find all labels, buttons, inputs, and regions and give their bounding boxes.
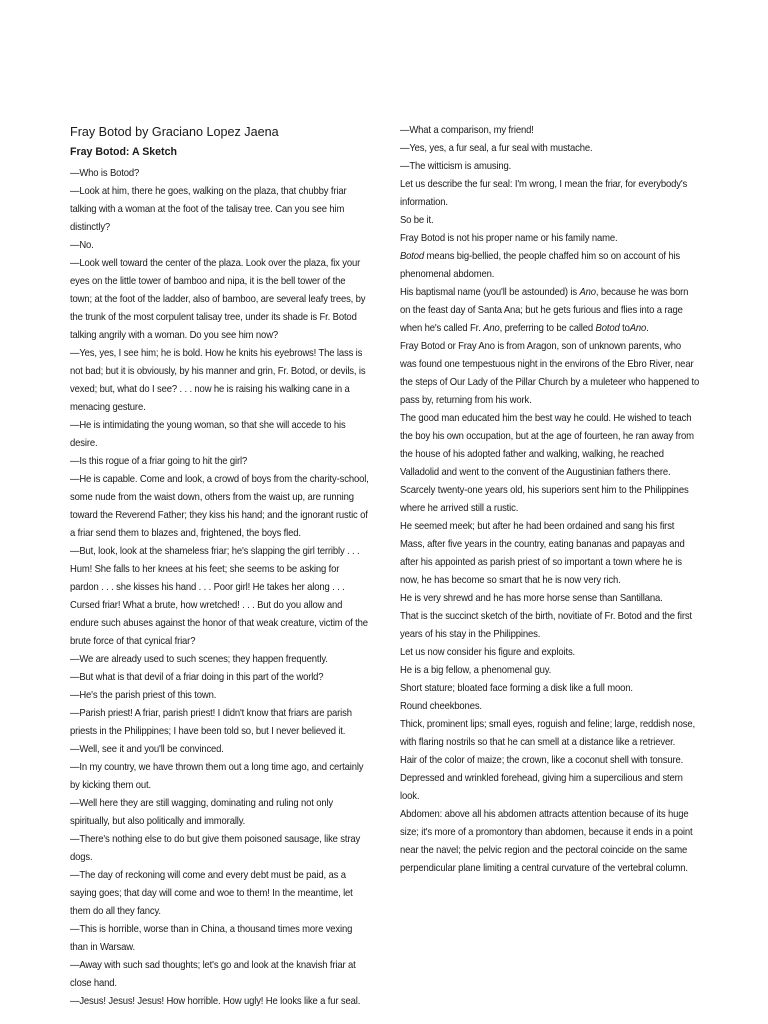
dialogue-line: —In my country, we have thrown them out a long time ago, and certainly by kicking them out. (70, 762, 364, 791)
paragraph: Depressed and wrinkled forehead, giving him a supercilious and stern look. (400, 773, 683, 802)
paragraph: Fray Botod or Fray Ano is from Aragon, son of unknown parents, who was found one tempestuous night in the environs of the Ebro River, near the steps of Our Lady of the Pillar Church by a muleteer who happened to pass by, returning from his work. (400, 341, 700, 406)
paragraph: Round cheekbones. (400, 701, 482, 712)
dialogue-line: —He is intimidating the young woman, so that she will accede to his desire. (70, 420, 346, 449)
dialogue-line: —Jesus! Jesus! Jesus! How horrible. How ugly! He looks like a fur seal. (70, 996, 361, 1007)
text-run: means big-bellied, the people chaffed him so on account of his phenomenal abdomen. (400, 251, 681, 280)
paragraph: So be it. (400, 215, 434, 226)
dialogue-line: —He is capable. Come and look, a crowd of boys from the charity-school, some nude from the waist down, others from the waist up, are running toward the Reverend Father; they kiss his hand; and the ignorant rustic of a friar send them to blazes and, frightened, the boys fled. (70, 474, 369, 539)
paragraph (400, 248, 699, 284)
paragraph: —Yes, yes, a fur seal, a fur seal with mustache. (400, 143, 593, 154)
italic-term: Botod (595, 323, 620, 334)
paragraph: Scarcely twenty-one years old, his superiors sent him to the Philippines where he arrived still a rustic. (400, 485, 689, 514)
paragraph: Thick, prominent lips; small eyes, roguish and feline; large, reddish nose, with flaring nostrils so that he can smell at a distance like a retriever. (400, 719, 695, 748)
dialogue-line: —Away with such sad thoughts; let's go and look at the knavish friar at close hand. (70, 960, 356, 989)
paragraph: The good man educated him the best way he could. He wished to teach the boy his own occupation, but at the age of fourteen, he ran away from the house of his adopted father and walking, walking, he reached Valladolid and went to the convent of the Augustinian fathers there. (400, 413, 694, 478)
dialogue-line: —Well here they are still wagging, dominating and ruling not only spiritually, but also politically and immorally. (70, 798, 334, 827)
dialogue-line: —Yes, yes, I see him; he is bold. How he knits his eyebrows! The lass is not bad; but it is obviously, by his manner and grin, Fr. Botod, or devils, is vexed; but, what do I see? . . . now he is raising his walking cane in a menacing gesture. (70, 348, 366, 413)
paragraph: He is a big fellow, a phenomenal guy. (400, 665, 552, 676)
paragraph: Let us now consider his figure and exploits. (400, 647, 576, 658)
left-column (70, 122, 370, 1011)
italic-term: Botod (400, 251, 425, 262)
document-subtitle: Fray Botod: A Sketch (70, 146, 177, 158)
dialogue-line: —The day of reckoning will come and every debt must be paid, as a saying goes; that day will come and woe to them! In the meantime, let them do all they fancy. (70, 870, 353, 917)
dialogue-line: —No. (70, 240, 94, 251)
italic-term: Ano (579, 287, 596, 298)
dialogue-line: —There's nothing else to do but give them poisoned sausage, like stray dogs. (70, 834, 361, 863)
dialogue-line: —But, look, look at the shameless friar; he's slapping the girl terribly . . . Hum! She falls to her knees at his feet; she seems to be asking for pardon . . . she kisses his hand . . . Poor girl! He takes her along . . . Cursed friar! What a brute, how wretched! . . . But do you allow and endure such abuses against the honor of that weak creature, victim of the brute force of that cynical friar? (70, 546, 368, 647)
dialogue-line: —Parish priest! A friar, parish priest! I didn't know that friars are parish priests in the Philippines; I have been told so, but I never believed it. (70, 708, 352, 737)
text-run: , because he was born on the feast day of Santa Ana; but he gets furious and flies into a rage when he's called Fr. (400, 287, 689, 334)
right-column (400, 122, 700, 878)
text-run: . (646, 323, 649, 334)
document-title: Fray Botod by Graciano Lopez Jaena (70, 125, 279, 139)
paragraph: —The witticism is amusing. (400, 161, 512, 172)
paragraph: Abdomen: above all his abdomen attracts attention because of its huge size; it's more of a promontory than abdomen, because it ends in a point near the navel; the pelvic region and the pectoral coincide on the same perpendicular plane limiting a central curvature of the vertebral column. (400, 809, 693, 874)
dialogue-line: —Look at him, there he goes, walking on the plaza, that chubby friar talking with a woman at the foot of the talisay tree. Can you see him distinctly? (70, 186, 347, 233)
italic-term: Ano (629, 323, 647, 334)
paragraph: —What a comparison, my friend! (400, 125, 534, 136)
dialogue-line: —Look well toward the center of the plaza. Look over the plaza, fix your eyes on the little tower of bamboo and nipa, it is the bell tower of the town; at the foot of the ladder, also of bamboo, are several leafy trees, by the trunk of the most corpulent talisay tree, under its shade is Fr. Botod talking angrily with a woman. Do you see him now? (70, 258, 366, 341)
paragraph: That is the succinct sketch of the birth, novitiate of Fr. Botod and the first years of his stay in the Philippines. (400, 611, 692, 640)
dialogue-line: —This is horrible, worse than in China, a thousand times more vexing than in Warsaw. (70, 924, 353, 953)
dialogue-line: —We are already used to such scenes; they happen frequently. (70, 654, 328, 665)
dialogue-line: —But what is that devil of a friar doing in this part of the world? (70, 672, 324, 683)
dialogue-line: —Is this rogue of a friar going to hit the girl? (70, 456, 248, 467)
paragraph: Let us describe the fur seal: I'm wrong, I mean the friar, for everybody's information. (400, 179, 688, 208)
italic-term: Ano (483, 323, 500, 334)
paragraph: Short stature; bloated face forming a disk like a full moon. (400, 683, 633, 694)
text-run: , preferring to be called (499, 323, 596, 334)
dialogue-line: —Well, see it and you'll be convinced. (70, 744, 224, 755)
paragraph: He seemed meek; but after he had been ordained and sang his first Mass, after five years in the country, eating bananas and papayas and after his appointed as parish priest of so important a town where he is now, he has become so smart that he is now very rich. (400, 521, 685, 586)
text-run: to (619, 323, 630, 334)
dialogue-line: —Who is Botod? (70, 168, 140, 179)
paragraph (400, 284, 699, 338)
paragraph: Hair of the color of maize; the crown, like a coconut shell with tonsure. (400, 755, 684, 766)
paragraph: Fray Botod is not his proper name or his family name. (400, 233, 618, 244)
paragraph: He is very shrewd and he has more horse sense than Santillana. (400, 593, 663, 604)
dialogue-line: —He's the parish priest of this town. (70, 690, 217, 701)
text-run: His baptismal name (you'll be astounded) is (400, 287, 580, 298)
